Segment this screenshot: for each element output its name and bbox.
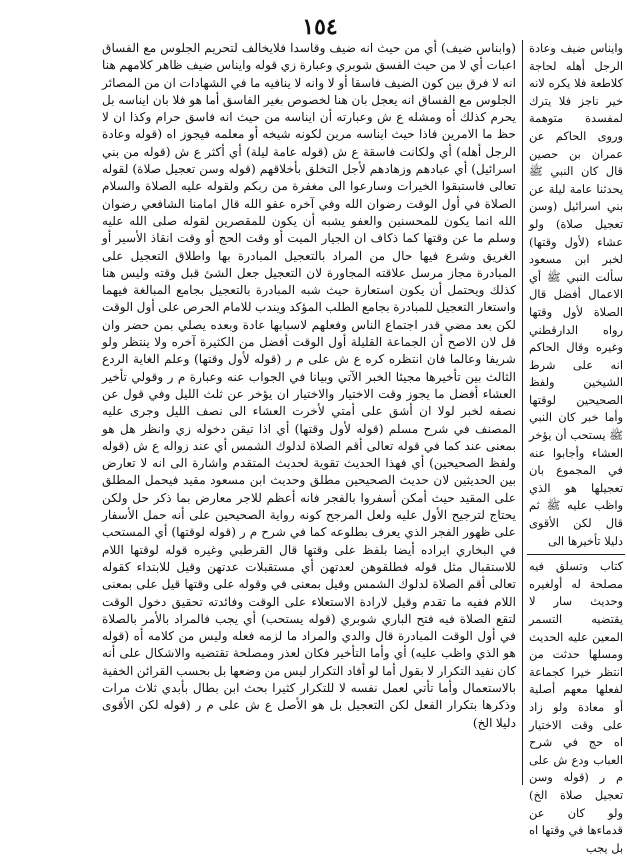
page-number: ١٥٤ [302,14,338,40]
margin-text-top: وايناس ضيف وعادة الرجل أهله لحاجة كلاطعة فلا يكره لانه خير ناجز فلا يترك لمفسدة متوهمة وروى الحاكم عن عمران بن حصين قال كان النبي ﷺ يحدثنا عامة ليلة عن بني اسرائيل (وسن تعجيل صلاة) ولو عشاء (لأول وقتها) لخبر ابن مسعود سألت النبي ﷺ أي الاعمال أفضل قال الصلاة لأول وقتها رواه الدارقطني وغيره وقال الحاكم انه على شرط الشيخين ولفظ الصحيحين لوقتها وأما خبر كان النبي ﷺ يستحب أن يؤخر العشاء وأجابوا عنه في المجموع بان تعجيلها هو الذي واظب عليه ﷺ ثم قال لكن الأقوى دليلا تأخيرها الى [529,41,623,548]
margin-column [527,40,625,855]
margin-text-bottom: كتاب وتسلق فيه مصلحة له أولغيره وحديث سار لا يقتضيه التسمر المعين عليه الحديث ومسلها حدثت من انتظر خيرا كجماعة لفعلها معهم أصلية أو معادة ولو زاد على وقت الاختيار اه حج في شرح العباب ودع ش على م ر (قوله وسن تعجيل صلاة الخ) ولو كان عن قدماءها في وقتها اه بل يجب [529,559,623,855]
margin-divider [527,554,625,555]
commentary-column [98,40,523,785]
commentary-text: (وابناس ضيف) أي من حيث انه ضيف وقاسدا فلايخالف لتحريم الجلوس مع الفساق اعبات أي لا من حيث الفسق شوبري وعبارة زي قوله وايناس ضيف ظاهر كلامهم هنا انه لا فرق بين كون الضيف فاسقا أو لا وانه لا ينافيه ما في الشهادات ان من المصائر الجلوس مع الفساق انه يعجل بان هنا لخصوص بغير الفاسق أما هو فلا بان ايناسه بل يحرم كذلك أه ومشله ع ش وعبارته أن ايناسه من حيث انه فاسق حرام وكذا ان لا حظ ما الامرين فاذا حيث ايناسه مرين لكونه شيخه أو معلمه فيجوز اه (قوله وعادة الرجل أهله) أي ولكانت فاسقة ع ش (قوله عامة ليلة) أي أكثر ع ش (قوله من بني اسرائيل) أي عبادهم وزهادهم لأجل التخلق بأخلاقهم (قوله وسن تعجيل صلاة) لقوله تعالى فاستبقوا الخيرات وسارعوا الى مغفرة من ربكم ولقوله عليه الصلاة والسلام الصلاة في أول الوقت رضوان الله وفي آخره عفو الله قال امامنا الشافعي رضوان الله انما يكون للمحسنين والعفو يشبه أن يكون للمقصرين لقوله صلى الله عليه وسلم ما عن وقتها كما ذكاف ان الجيار الميت أو وقت الحج أو وقت انقاذ الأسير أو الغريق وشرع فيها حال من المراد بالتعجيل المبادرة بها واطلاق التعجيل على المبادرة مجاز مرسل علاقته المجاورة لان التعجيل جعل الشئ قبل وقته وليس هنا كذلك ويحتمل أن يكون استعارة حيث شبه المبادرة بالتعجيل بجامع المبالغة فيهما واستعار التعجيل للمبادرة بجامع الطلب المؤكد ويندب للامام الحرص على أول الوقت لكن بعد مضي قدر اجتماع الناس وفعلهم لاسبابها عادة وبعده يصلي بمن حضر وان قل لان الاصح أن الجماعة القليلة أول الوقت أفضل من الكثيرة آخره ولا ينتظر ولو شريفا وعالما فان انتظره كره ع ش على م ر (قوله لأول وقتها) وعلم الغاية الردع الثالث بين تأخيرها مجيئا الخبر الآتي وبيانا في الجواب عنه وعبارة م ر وقولي تأخير العشاء أفضل ما يجوز وقت الاختيار والاختيار ان يؤخر عن ثلث الليل وفي قول عن نصفه لخبر لولا ان أشق على أمتي لأخرت العشاء الى نصف الليل وجرى عليه المصنف في شرح مسلم (قوله لأول وقتها) أي اذا تيقن دخوله زي وانظر هل هو بمعنى عند كما في قوله تعالى أقم الصلاة لدلوك الشمس أي عند زواله ع ش (قوله ولفظ الصحيحين) أي فهذا الحديث تقوية لحديث المتقدم واشارة الى انه لا تعارض بين الحديثين لان حديث الصحيحين مطلق وحديث ابن مسعود مقيد فيحمل المطلق على المقيد حيث أمكن أسفروا بالفجر فانه أعظم للاجر معارض بما ذكر حل ولكن يحتاج لترجيح الأول عليه ولعل المرجح كونه رواية الصحيحين على أنه حمل الأسفار على ظهور الفجر الذي يعرف بطلوعه كما في شرح م ر (قوله لوقتها) أي المستحب في البخاري ايراده أيضا بلفظ على وقتها قال القرطبي وغيره قوله لوقتها اللام للاستقبال مثل قوله فطلقوهن لعدتهن أي مستقبلات عدتهن وقيل للابتداء كقوله تعالى أقم الصلاة لدلوك الشمس وقيل بمعنى في وقوله على وقتها قيل على بمعنى اللام ففيه ما تقدم وقيل لارادة الاستعلاء على الوقت وفائدته تحقيق دخول الوقت لتقع الصلاة فيه فتح الباري شوبري (قوله يستحب) أي يجب فالمراد بالأمر بالصلاة في أول الوقت المبادرة قال والدي والمراد ما لزمه فعله وليس من كلامه أه (قوله هو الذي واظب عليه) أي وأما التأخير فكان لعذر ومصلحة تقتضيه والاشكال على أنه كان نفيد التكرار لا بقول أما لو أفاد التكرار ليس من وضعها بل بحسب القرائن الخفية بالاستعمال وأما تأتي لعمل نفسه لا للتكرار كثيرا بحث ابن بطال بأبدي ثلاث مرات وذكرها بتكرار الفعل لكن التعجيل بل هو الأصل ع ش على م ر (قوله لكن الأقوى دليلا الخ) [102,41,516,730]
